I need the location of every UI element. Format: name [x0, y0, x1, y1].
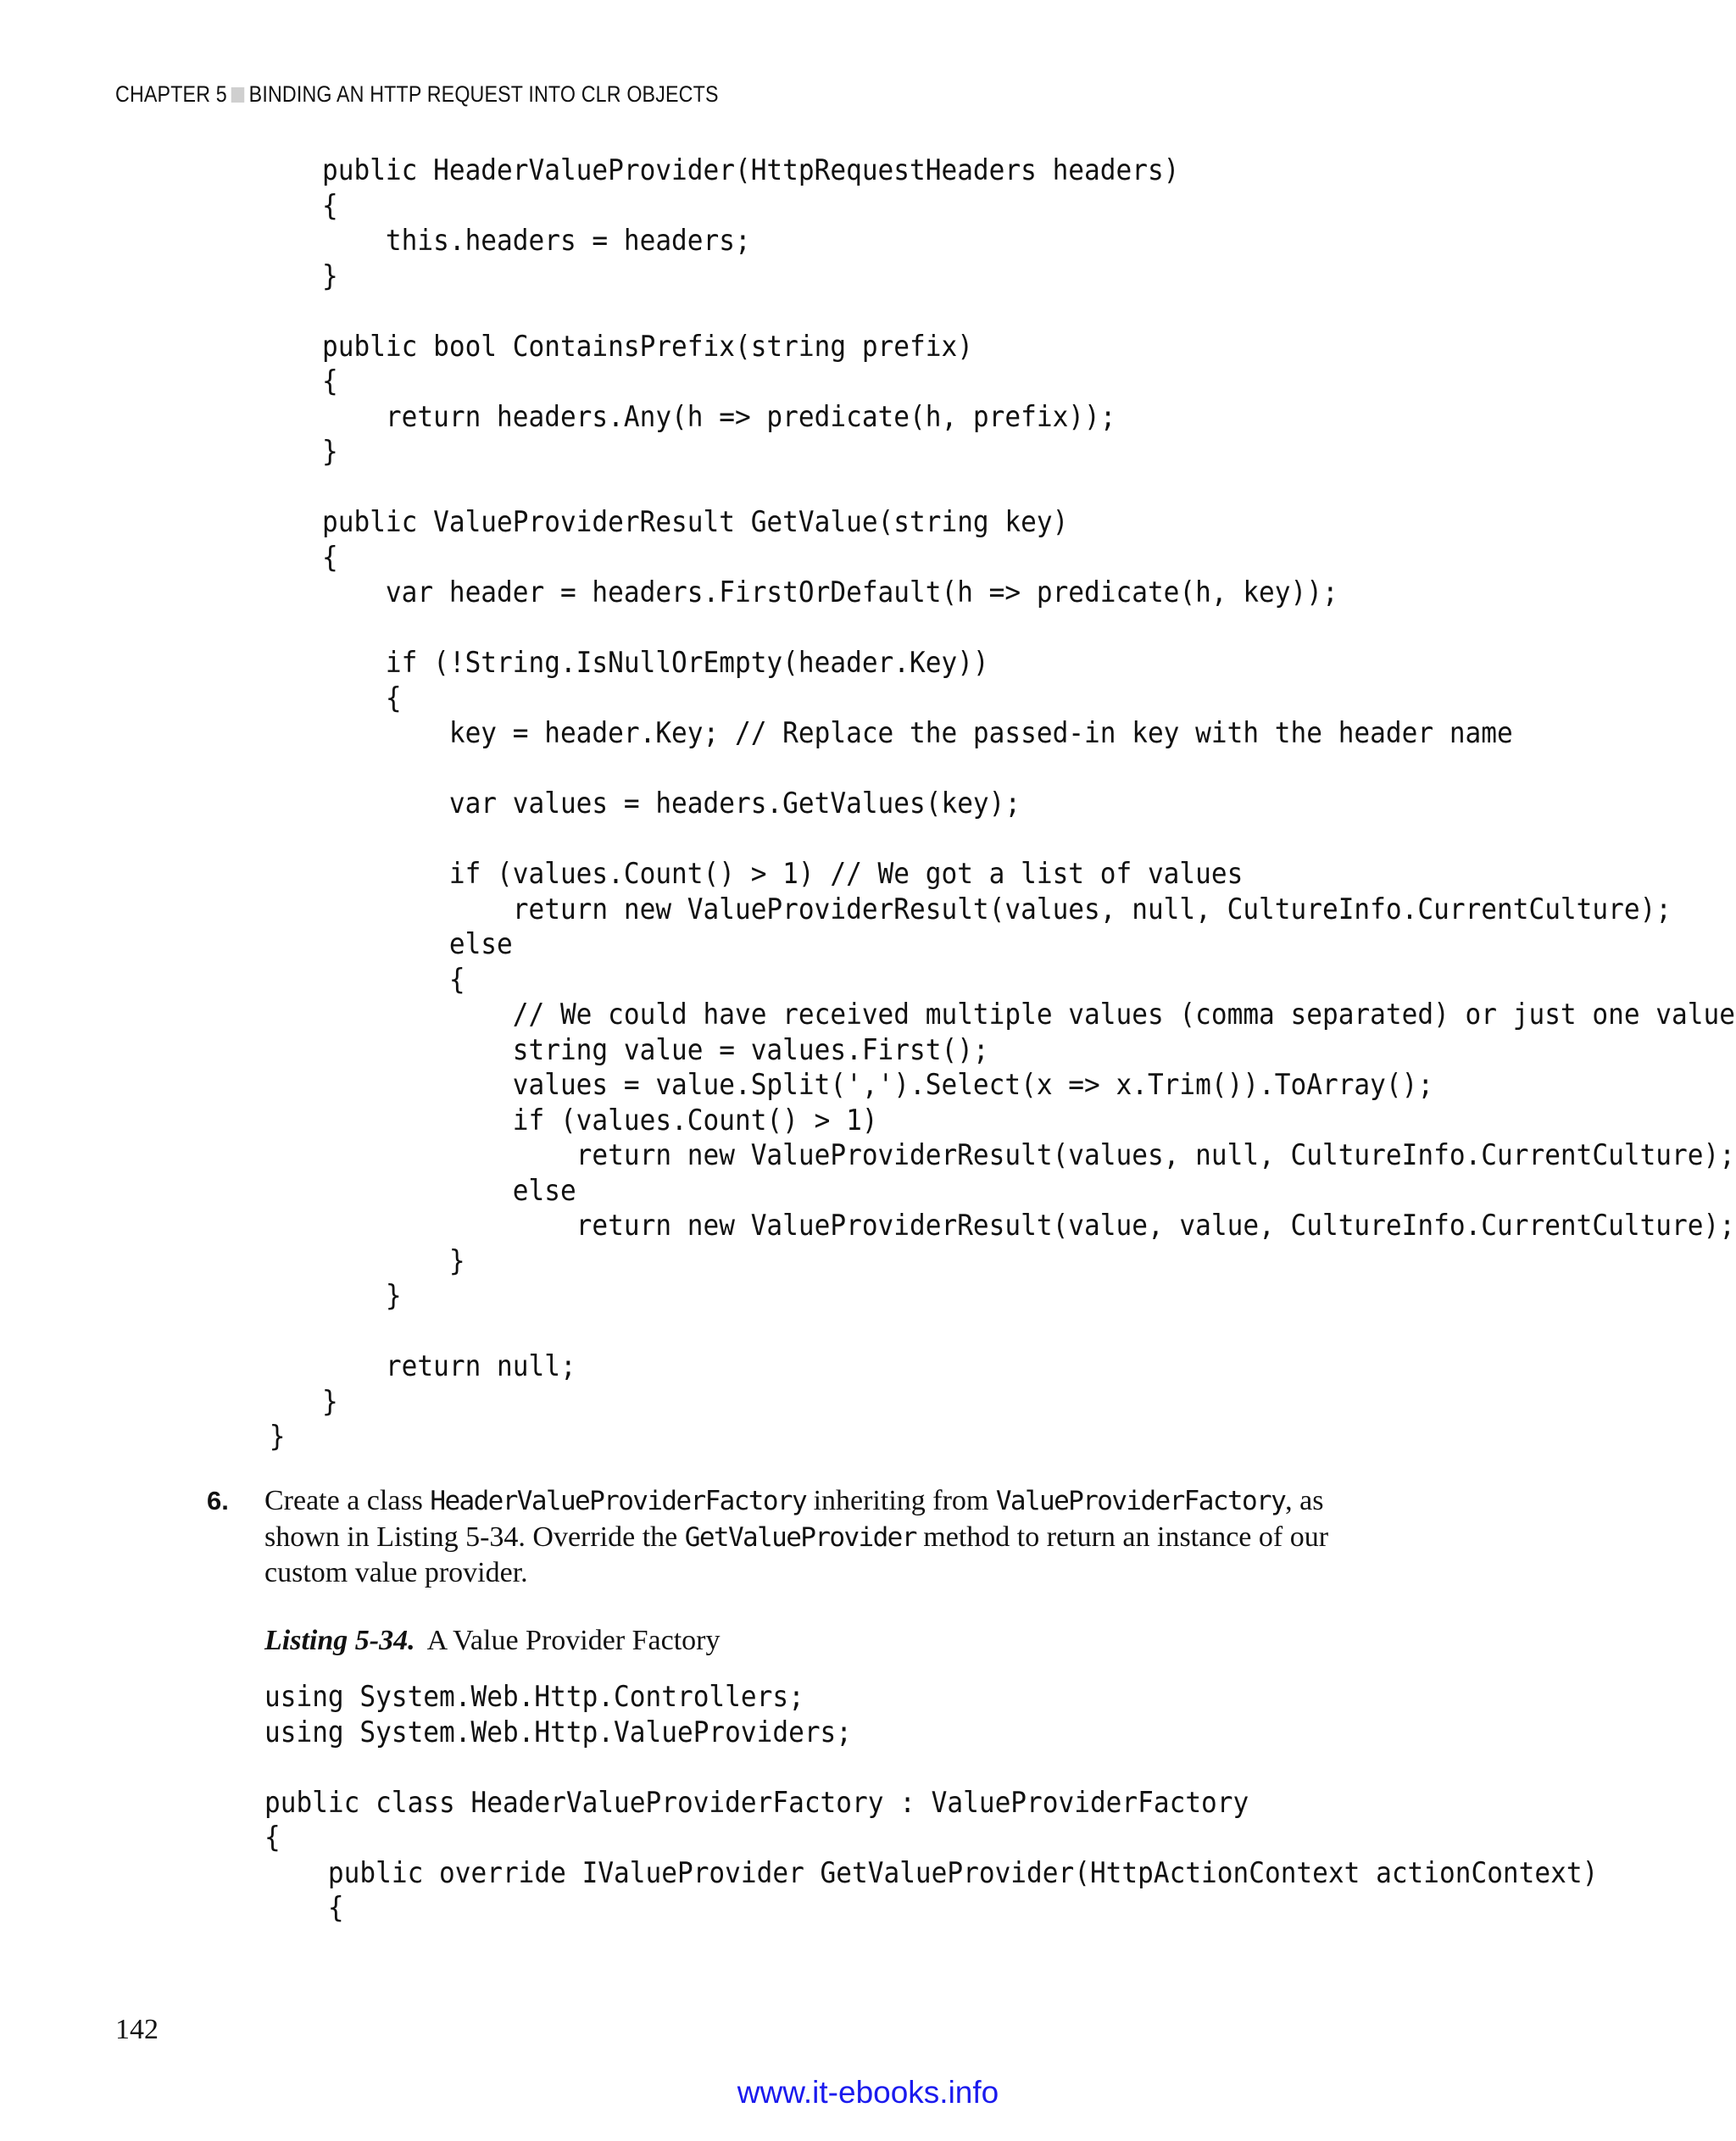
code-line: {: [322, 364, 338, 398]
code-line: [322, 470, 1735, 506]
step-number: 6.: [207, 1486, 229, 1515]
code-line: [322, 822, 1735, 858]
code-line: return null;: [322, 1349, 576, 1383]
code-line: {: [264, 1891, 344, 1925]
code-line: using System.Web.Http.ValueProviders;: [264, 1715, 853, 1749]
inline-code-method: GetValueProvider: [684, 1521, 916, 1553]
code-line: public HeaderValueProvider(HttpRequestHeaders headers): [322, 153, 1180, 187]
code-line: var header = headers.FirstOrDefault(h => predicate(h, key));: [322, 576, 1338, 609]
code-line: {: [322, 540, 338, 575]
code-line: values = value.Split(',').Select(x => x.Trim()).ToArray();: [322, 1068, 1434, 1102]
code-line: if (!String.IsNullOrEmpty(header.Key)): [322, 646, 989, 680]
listing-title: A Value Provider Factory: [426, 1625, 721, 1656]
code-line: return new ValueProviderResult(values, null, CultureInfo.CurrentCulture);: [322, 892, 1672, 926]
code-line: {: [322, 962, 465, 997]
page-number: 142: [115, 2014, 159, 2045]
code-line: }: [322, 1279, 402, 1313]
code-line: }: [322, 1243, 465, 1278]
code-line: if (values.Count() > 1): [322, 1103, 878, 1137]
code-line: }: [269, 1420, 286, 1454]
step-text: [264, 1483, 1366, 1591]
code-line: [322, 611, 1735, 647]
step-text-part: Create a class: [264, 1485, 431, 1516]
code-line: else: [322, 1173, 576, 1208]
code-line: // We could have received multiple values (comma separated) or just one value: [322, 998, 1735, 1032]
code-line: string value = values.First();: [322, 1032, 989, 1067]
listing-caption: [264, 1625, 721, 1657]
code-line: this.headers = headers;: [322, 224, 751, 258]
code-line: key = header.Key; // Replace the passed-in key with the header name: [322, 716, 1513, 750]
code-line: return headers.Any(h => predicate(h, prefix));: [322, 399, 1116, 434]
code-line: public override IValueProvider GetValueProvider(HttpActionContext actionContext): [264, 1855, 1599, 1890]
chapter-title: BINDING AN HTTP REQUEST INTO CLR OBJECTS: [248, 81, 719, 107]
code-line: }: [322, 1384, 338, 1419]
code-line: return new ValueProviderResult(value, value, CultureInfo.CurrentCulture);: [322, 1209, 1735, 1243]
code-line: {: [322, 681, 402, 715]
step-text-part: method to return an instance of our custom value provider.: [264, 1521, 1329, 1588]
listing-label: Listing 5-34.: [264, 1625, 415, 1656]
code-block-header-value-provider: [269, 153, 1735, 1455]
footer-website-link[interactable]: www.it-ebooks.info: [737, 2075, 999, 2110]
step-text-part: , as shown in Listing 5-34. Override the: [264, 1485, 1324, 1553]
code-line: public class HeaderValueProviderFactory : ValueProviderFactory: [264, 1785, 1249, 1820]
step-text-part: inheriting from: [806, 1485, 996, 1516]
inline-code-base-class: ValueProviderFactory: [995, 1486, 1286, 1516]
separator-square: [231, 87, 244, 103]
code-line: public ValueProviderResult GetValue(string key): [322, 505, 1069, 539]
code-line: return new ValueProviderResult(values, null, CultureInfo.CurrentCulture);: [322, 1138, 1735, 1172]
code-line: {: [264, 1821, 281, 1855]
running-head: [115, 81, 719, 108]
code-line: using System.Web.Http.Controllers;: [264, 1680, 804, 1714]
code-line: [264, 1750, 1598, 1786]
code-line: else: [322, 927, 513, 961]
code-line: }: [322, 435, 338, 469]
chapter-label: CHAPTER 5: [115, 81, 227, 107]
code-line: [322, 294, 1735, 330]
code-block-value-provider-factory: [264, 1680, 1598, 1927]
code-line: var values = headers.GetValues(key);: [322, 787, 1021, 820]
code-line: [322, 1315, 1735, 1350]
code-line: [322, 752, 1735, 787]
inline-code-class-name: HeaderValueProviderFactory: [430, 1486, 807, 1516]
code-line: }: [322, 259, 338, 293]
code-line: {: [322, 188, 338, 223]
code-line: if (values.Count() > 1) // We got a list of values: [322, 857, 1244, 891]
code-line: public bool ContainsPrefix(string prefix): [322, 329, 973, 364]
